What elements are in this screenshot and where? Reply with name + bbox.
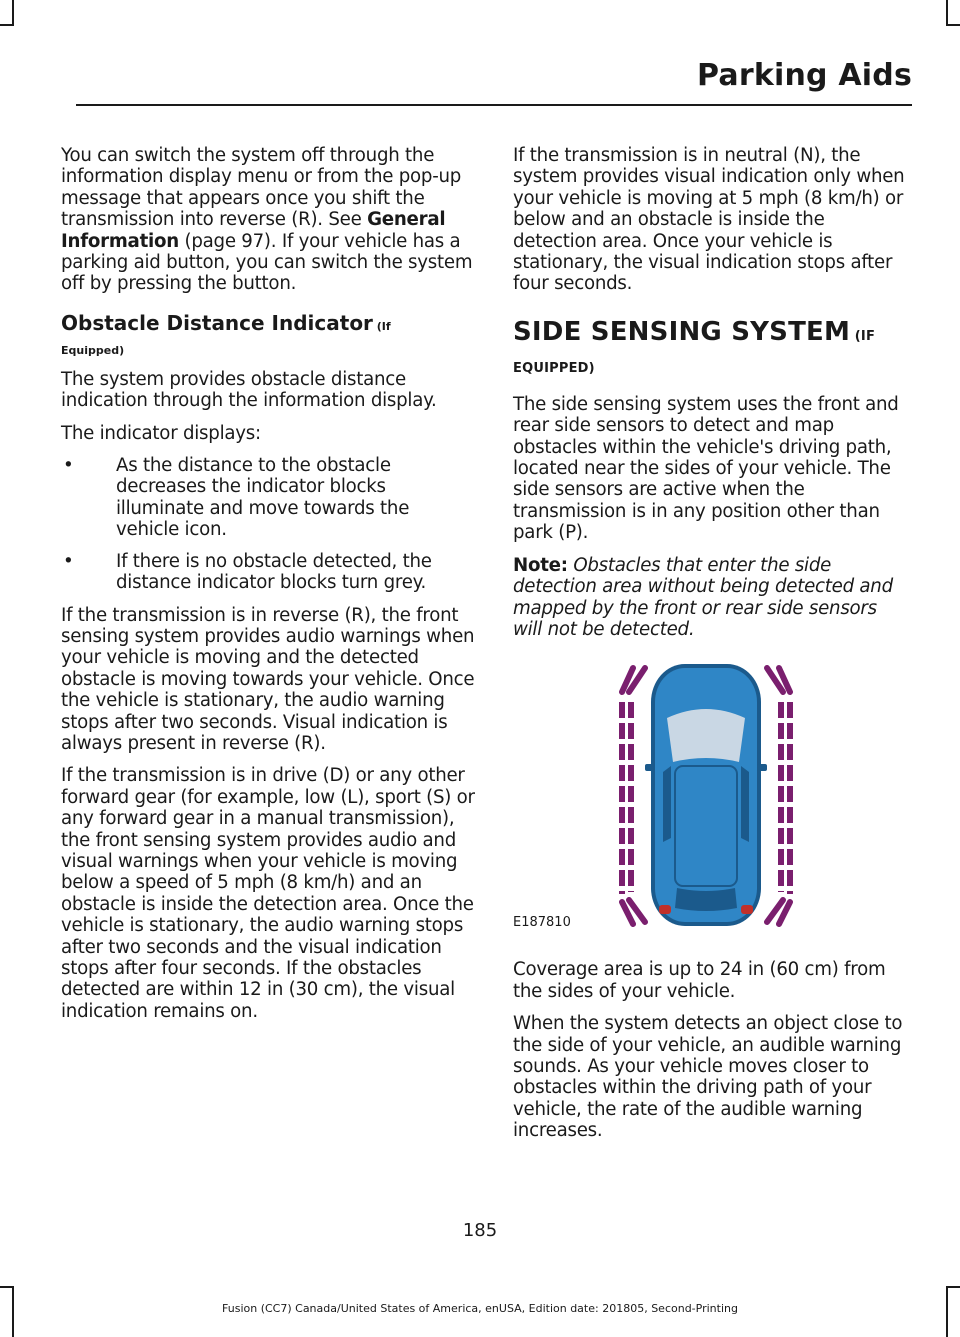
left-column (61, 145, 475, 1033)
crop-mark-top-left (0, 24, 14, 26)
note-label: Note: (513, 554, 568, 576)
list-item-text: If there is no obstacle detected, the distance indicator blocks turn grey. (116, 550, 432, 594)
crop-mark-bottom-right (946, 1286, 960, 1288)
footer-edition: Fusion (CC7) Canada/United States of America, enUSA, Edition date: 201805, Second-Printing (222, 1302, 738, 1315)
paragraph-drive: If the transmission is in drive (D) or any other forward gear (for example, low (L), sport (S) or any forward gear in a manual transmission), the front sensing system provides audio and visual warnings when your vehicle is moving below a speed of 5 mph (8 km/h) and an obstacle is inside the detection area. Once the vehicle is stationary, the audio warning stops after two seconds and the visual indication stops after four seconds. If the obstacles detected are within 12 in (30 cm), the visual indication remains on. (61, 765, 475, 1022)
heading-suffix: (IF (850, 328, 876, 344)
paragraph-indicator-displays: The indicator displays: (61, 422, 261, 444)
crop-mark-bottom-left (0, 1286, 14, 1288)
paragraph-audible-warning: When the system detects an object close to the side of your vehicle, an audible warning sounds. As your vehicle moves closer to obstacles within the driving path of your vehicle, the rate of the audible warning increases. (513, 1013, 903, 1142)
right-detection-zone (767, 668, 790, 924)
paragraph-text: You can switch the system off through the information display menu or from the pop-up message that appears once you shift the transmission into reverse (R). See (61, 145, 462, 231)
side-sensing-figure (513, 662, 908, 937)
heading-subline: EQUIPPED) (513, 360, 595, 376)
heading-suffix: (If (372, 319, 391, 333)
obstacle-distance-heading (61, 311, 475, 357)
list-item-text: As the distance to the obstacle decreases the indicator blocks illuminate and move towards the vehicle icon. (116, 455, 410, 541)
note (513, 555, 908, 641)
page-number: 185 (462, 1220, 498, 1241)
left-detection-zone (622, 668, 645, 924)
crop-mark-top-right (946, 24, 960, 26)
right-column (513, 145, 908, 1153)
vehicle-coverage-illustration (619, 662, 793, 927)
heading-text: Obstacle Distance Indicator (61, 310, 373, 335)
bullet-mark: • (63, 455, 74, 477)
paragraph-indication: The system provides obstacle distance indication through the information display. (61, 368, 437, 412)
list-item (61, 455, 475, 541)
crop-mark-top-left (12, 0, 14, 24)
indicator-bullet-list (61, 455, 475, 593)
page-header-title: Parking Aids (697, 58, 912, 93)
paragraph-side-sensing: The side sensing system uses the front and rear side sensors to detect and map obstacles within the vehicle's driving path, located near the sides of your vehicle. The side sensors are active when the transmission is in any position other than park (P). (513, 393, 899, 544)
paragraph-coverage: Coverage area is up to 24 in (60 cm) from the sides of your vehicle. (513, 959, 886, 1002)
bullet-mark: • (63, 550, 74, 572)
paragraph-text: (page 97). If your vehicle has a parking aid button, you can switch the system off by pressing the button. (61, 230, 473, 295)
car-icon (645, 664, 767, 926)
heading-text: SIDE SENSING SYSTEM (513, 316, 851, 347)
general-information-link[interactable]: General Information (61, 209, 446, 252)
paragraph-neutral: If the transmission is in neutral (N), the system provides visual indication only when your vehicle is moving at 5 mph (8 km/h) or below and an obstacle is inside the detection area. Once your vehicle is stationary, the visual indication stops after four seconds. (513, 145, 905, 295)
heading-subline: Equipped) (61, 343, 125, 357)
paragraph-switch-off (61, 145, 475, 295)
side-sensing-heading (513, 317, 908, 376)
note-text: Obstacles that enter the side detection area without being detected and mapped by the front or rear side sensors will not be detected. (513, 554, 893, 640)
list-item (61, 551, 475, 594)
header-rule (76, 104, 912, 106)
paragraph-reverse: If the transmission is in reverse (R), the front sensing system provides audio warnings when your vehicle is moving and the detected obstacle is moving towards your vehicle. Once the vehicle is stationary, the audio warning stops after two seconds. Visual indication is always present in reverse (R). (61, 604, 475, 754)
figure-id: E187810 (513, 915, 571, 931)
crop-mark-top-right (946, 0, 948, 24)
